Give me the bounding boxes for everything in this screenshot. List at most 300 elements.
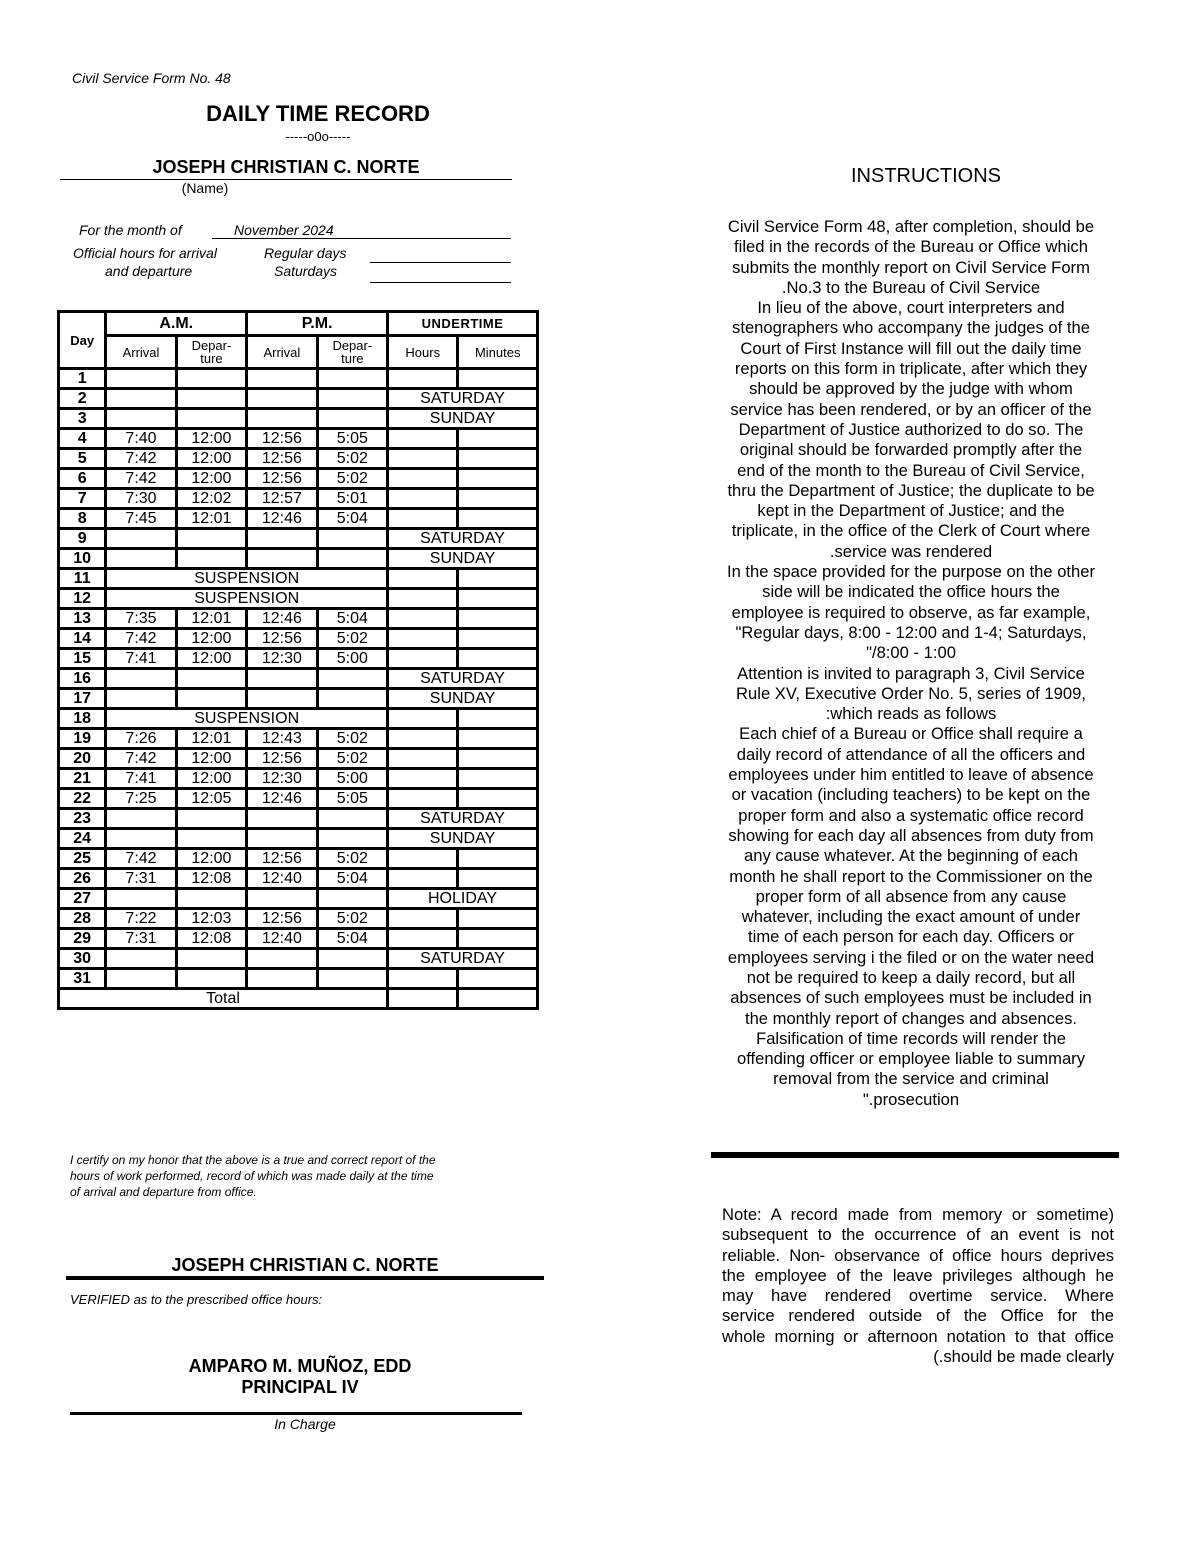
am-arrival-cell [106,829,176,849]
undertime-minutes-cell [458,629,538,649]
instruction-line: Attention is invited to paragraph 3, Civil Service [737,663,1085,683]
day-number: 19 [59,729,106,749]
pm-arrival-cell: 12:56 [247,749,317,769]
pm-departure-cell: 5:02 [317,849,387,869]
am-departure-cell [176,949,246,969]
undertime-hours-cell [388,769,458,789]
pm-header: P.M. [247,312,388,336]
pm-departure-cell [317,829,387,849]
table-row [59,629,538,649]
day-number: 9 [59,529,106,549]
day-number: 10 [59,549,106,569]
am-arrival-header: Arrival [106,336,176,369]
am-departure-cell [176,389,246,409]
day-number: 15 [59,649,106,669]
departure-text: Depar-ture [332,338,373,366]
undertime-minutes-cell [458,749,538,769]
pm-arrival-cell [247,389,317,409]
am-departure-cell [176,669,246,689]
table-row [59,469,538,489]
am-arrival-cell [106,949,176,969]
pm-departure-cell [317,689,387,709]
undertime-hours-cell [388,429,458,449]
pm-arrival-cell [247,889,317,909]
day-number: 3 [59,409,106,429]
pm-departure-cell: 5:01 [317,489,387,509]
am-departure-cell: 12:08 [176,869,246,889]
instruction-line: .No.3 to the Bureau of Civil Service [781,277,1041,297]
pm-arrival-cell: 12:30 [247,649,317,669]
pm-arrival-cell [247,949,317,969]
instruction-line: In lieu of the above, court interpreters and [757,298,1065,318]
pm-arrival-cell [247,669,317,689]
instruction-line: :which reads as follows [825,704,997,724]
pm-departure-cell: 5:00 [317,649,387,669]
suspension-cell: SUSPENSION [106,709,388,729]
table-row [59,789,538,809]
am-arrival-cell: 7:31 [106,929,176,949]
undertime-hours-cell [388,729,458,749]
table-row [59,409,538,429]
undertime-hours-cell [388,489,458,509]
am-departure-cell: 12:00 [176,769,246,789]
am-arrival-cell: 7:42 [106,849,176,869]
daily-time-record-table [57,310,539,1010]
minutes-header: Minutes [458,336,538,369]
table-row [59,509,538,529]
table-row [59,669,538,689]
table-row [59,729,538,749]
pm-departure-cell: 5:05 [317,429,387,449]
month-label: For the month of [79,222,182,238]
instruction-line: "Regular days, 8:00 - 12:00 and 1-4; Saturdays, [735,622,1087,642]
undertime-minutes-cell [458,449,538,469]
instruction-line: .service was rendered [829,541,993,561]
instruction-line: or vacation (including teachers) to be kept on the [731,785,1091,805]
note-line: service rendered outside of the Office for the [722,1306,1114,1326]
note-line: may have rendered overtime service. Where [722,1286,1114,1306]
table-row [59,709,538,729]
instruction-line: whatever, including the exact amount of under [741,907,1081,927]
day-number: 11 [59,569,106,589]
am-departure-cell [176,689,246,709]
title-separator: -----o0o----- [285,129,351,144]
pm-departure-cell: 5:02 [317,469,387,489]
am-arrival-cell: 7:45 [106,509,176,529]
pm-arrival-cell [247,809,317,829]
pm-departure-cell [317,369,387,389]
day-number: 22 [59,789,106,809]
section-divider [711,1152,1119,1158]
instruction-line: proper form and also a systematic office record [738,805,1084,825]
pm-arrival-cell: 12:46 [247,789,317,809]
departure-text: Depar-ture [191,338,232,366]
total-label: Total [59,989,388,1009]
month-value: November 2024 [212,222,511,239]
pm-departure-cell: 5:02 [317,729,387,749]
instruction-line: submits the monthly report on Civil Service Form [732,257,1090,277]
instruction-line: Each chief of a Bureau or Office shall require a [739,724,1083,744]
instruction-line: employees serving i the filed or on the water need [727,947,1095,967]
pm-arrival-cell [247,549,317,569]
day-number: 17 [59,689,106,709]
table-row [59,389,538,409]
pm-departure-cell [317,949,387,969]
am-arrival-cell: 7:42 [106,469,176,489]
am-departure-cell: 12:08 [176,929,246,949]
table-row [59,369,538,389]
table-row [59,749,538,769]
instruction-line: showing for each day all absences from duty from [728,825,1094,845]
day-number: 20 [59,749,106,769]
table-row [59,849,538,869]
am-departure-cell: 12:05 [176,789,246,809]
pm-departure-cell: 5:00 [317,769,387,789]
principal-name: AMPARO M. MUÑOZ, EDD [188,1356,412,1376]
note-text [722,1205,1114,1367]
instruction-line: offending officer or employee liable to summary [736,1049,1086,1069]
in-charge-label: In Charge [274,1416,336,1432]
instruction-line: Department of Justice authorized to do so. The [738,419,1084,439]
undertime-minutes-cell [458,589,538,609]
instruction-line: triplicate, in the office of the Clerk of Court where [731,521,1091,541]
am-arrival-cell [106,369,176,389]
table-row [59,869,538,889]
pm-arrival-cell: 12:56 [247,849,317,869]
table-row [59,949,538,969]
undertime-minutes-cell [458,869,538,889]
pm-departure-cell: 5:04 [317,869,387,889]
pm-departure-cell: 5:04 [317,509,387,529]
am-departure-cell: 12:00 [176,749,246,769]
undertime-minutes-cell [458,849,538,869]
table-row [59,429,538,449]
page-title: DAILY TIME RECORD [206,101,430,126]
am-departure-cell [176,369,246,389]
table-row [59,969,538,989]
table-row [59,689,538,709]
regular-days-line [370,262,511,263]
undertime-note: SATURDAY [388,529,538,549]
am-arrival-cell: 7:42 [106,749,176,769]
day-number: 24 [59,829,106,849]
saturdays-label: Saturdays [274,263,338,279]
am-arrival-cell: 7:41 [106,649,176,669]
table-row [59,769,538,789]
undertime-hours-cell [388,589,458,609]
table-row [59,649,538,669]
am-departure-cell: 12:02 [176,489,246,509]
undertime-hours-cell [388,449,458,469]
pm-arrival-cell: 12:57 [247,489,317,509]
certification-line: I certify on my honor that the above is a true and correct report of the [70,1153,436,1167]
table-row [59,589,538,609]
am-arrival-cell: 7:31 [106,869,176,889]
note-line: Note: A record made from memory or sometime) [722,1205,1114,1224]
pm-departure-cell [317,669,387,689]
am-arrival-cell [106,969,176,989]
pm-arrival-cell: 12:56 [247,429,317,449]
pm-arrival-cell: 12:56 [247,449,317,469]
undertime-header: UNDERTIME [388,312,538,336]
am-departure-cell: 12:00 [176,629,246,649]
instruction-line: Civil Service Form 48, after completion, should be [727,217,1095,236]
table-body [59,369,538,989]
undertime-hours-cell [388,609,458,629]
note-line: (.should be made clearly [933,1347,1114,1367]
am-departure-cell: 12:00 [176,469,246,489]
day-number: 4 [59,429,106,449]
saturdays-line [370,282,511,283]
employee-signature-name: JOSEPH CHRISTIAN C. NORTE [171,1255,439,1275]
am-arrival-cell: 7:30 [106,489,176,509]
table-row [59,449,538,469]
suspension-cell: SUSPENSION [106,569,388,589]
pm-departure-cell [317,549,387,569]
day-number: 18 [59,709,106,729]
day-number: 31 [59,969,106,989]
pm-departure-cell: 5:04 [317,609,387,629]
day-number: 26 [59,869,106,889]
undertime-hours-cell [388,509,458,529]
table-row [59,609,538,629]
pm-departure-cell [317,389,387,409]
table-row [59,529,538,549]
pm-arrival-cell [247,369,317,389]
instruction-line: proper form of all absence from any cause [755,886,1067,906]
undertime-minutes-cell [458,769,538,789]
day-number: 16 [59,669,106,689]
am-arrival-cell [106,889,176,909]
pm-arrival-cell [247,529,317,549]
am-arrival-cell: 7:35 [106,609,176,629]
pm-departure-cell: 5:02 [317,909,387,929]
instruction-line: month he shall report to the Commissioner on the [729,866,1093,886]
day-number: 14 [59,629,106,649]
pm-arrival-cell: 12:30 [247,769,317,789]
pm-arrival-cell [247,829,317,849]
undertime-hours-cell [388,649,458,669]
am-arrival-cell [106,669,176,689]
undertime-hours-cell [388,629,458,649]
instruction-line: time of each person for each day. Officers or [748,927,1074,947]
am-header: A.M. [106,312,247,336]
undertime-minutes-cell [458,969,538,989]
am-arrival-cell: 7:41 [106,769,176,789]
am-departure-cell: 12:00 [176,849,246,869]
instruction-line: side will be indicated the office hours the [762,582,1060,602]
pm-arrival-header: Arrival [247,336,317,369]
am-arrival-cell [106,809,176,829]
table-row [59,889,538,909]
instruction-line: reports on this form in triplicate, after which they [734,359,1088,379]
pm-arrival-cell: 12:40 [247,869,317,889]
am-arrival-cell [106,409,176,429]
am-arrival-cell: 7:42 [106,629,176,649]
note-line: subsequent to the occurrence of an event is not [722,1225,1114,1245]
verified-text: VERIFIED as to the prescribed office hours: [70,1292,323,1307]
note-line: whole morning or afternoon notation to that office [722,1326,1114,1346]
instruction-line: kept in the Department of Justice; and the [757,501,1065,521]
pm-departure-header [317,336,387,369]
am-departure-cell: 12:00 [176,649,246,669]
am-arrival-cell [106,529,176,549]
day-number: 7 [59,489,106,509]
instruction-line: In the space provided for the purpose on the other [726,562,1096,582]
am-departure-header [176,336,246,369]
note-line: the employee of the leave privileges although he [722,1265,1114,1285]
pm-arrival-cell: 12:43 [247,729,317,749]
day-number: 28 [59,909,106,929]
instruction-line: Rule XV, Executive Order No. 5, series of 1909, [736,683,1086,703]
am-arrival-cell: 7:22 [106,909,176,929]
pm-departure-cell: 5:02 [317,749,387,769]
instructions-body [710,217,1112,1110]
pm-arrival-cell [247,969,317,989]
regular-days-label: Regular days [264,245,347,261]
pm-departure-cell: 5:02 [317,449,387,469]
day-number: 25 [59,849,106,869]
day-number: 23 [59,809,106,829]
undertime-note: SUNDAY [388,549,538,569]
day-number: 30 [59,949,106,969]
pm-departure-cell: 5:05 [317,789,387,809]
hours-header: Hours [388,336,458,369]
table-row [59,549,538,569]
am-departure-cell: 12:03 [176,909,246,929]
undertime-hours-cell [388,469,458,489]
pm-departure-cell [317,529,387,549]
pm-departure-cell: 5:04 [317,929,387,949]
instruction-line: "/8:00 - 1:00 [866,643,956,663]
instruction-line: thru the Department of Justice; the duplicate to be [727,480,1095,500]
am-departure-cell [176,409,246,429]
undertime-minutes-cell [458,469,538,489]
principal-title: PRINCIPAL IV [241,1377,359,1397]
undertime-note: SUNDAY [388,689,538,709]
pm-arrival-cell [247,689,317,709]
undertime-hours-cell [388,849,458,869]
total-minutes [458,989,538,1009]
am-departure-cell [176,809,246,829]
undertime-note: SUNDAY [388,409,538,429]
day-number: 2 [59,389,106,409]
am-arrival-cell: 7:25 [106,789,176,809]
undertime-note: SATURDAY [388,389,538,409]
total-hours [388,989,458,1009]
day-number: 6 [59,469,106,489]
am-departure-cell: 12:00 [176,429,246,449]
day-header: Day [59,312,106,369]
undertime-hours-cell [388,709,458,729]
instructions-title: INSTRUCTIONS [851,165,1001,187]
undertime-minutes-cell [458,429,538,449]
am-arrival-cell: 7:40 [106,429,176,449]
undertime-hours-cell [388,929,458,949]
undertime-minutes-cell [458,789,538,809]
undertime-hours-cell [388,369,458,389]
undertime-note: SATURDAY [388,949,538,969]
name-caption: (Name) [181,180,229,196]
undertime-hours-cell [388,969,458,989]
pm-departure-cell [317,889,387,909]
instruction-line: filed in the records of the Bureau or Office which [734,237,1088,257]
certification-line: hours of work performed, record of which was made daily at the time [70,1169,434,1183]
table-row [59,489,538,509]
pm-arrival-cell: 12:46 [247,509,317,529]
undertime-minutes-cell [458,369,538,389]
instruction-line: end of the month to the Bureau of Civil Service, [737,460,1085,480]
undertime-minutes-cell [458,609,538,629]
am-departure-cell [176,549,246,569]
instruction-line: employee is required to observe, as far example, [731,602,1091,622]
pm-arrival-cell: 12:46 [247,609,317,629]
undertime-minutes-cell [458,729,538,749]
instruction-line: employees under him entitled to leave of absence [728,765,1094,785]
undertime-hours-cell [388,909,458,929]
undertime-hours-cell [388,569,458,589]
suspension-cell: SUSPENSION [106,589,388,609]
signature-line [66,1276,544,1280]
instruction-line: Court of First Instance will fill out the daily time [740,338,1082,358]
am-departure-cell [176,829,246,849]
instruction-line: the monthly report of changes and absences. [744,1008,1078,1028]
table-row [59,929,538,949]
day-number: 21 [59,769,106,789]
am-arrival-cell [106,389,176,409]
am-departure-cell [176,529,246,549]
am-departure-cell: 12:01 [176,509,246,529]
instruction-line: stenographers who accompany the judges of the [732,318,1090,338]
instruction-line: service has been rendered, or by an officer of the [730,399,1092,419]
day-number: 1 [59,369,106,389]
form-number: Civil Service Form No. 48 [72,70,231,86]
pm-departure-cell [317,969,387,989]
instruction-line: Falsification of time records will render the [756,1028,1066,1048]
pm-departure-cell: 5:02 [317,629,387,649]
undertime-minutes-cell [458,649,538,669]
undertime-note: HOLIDAY [388,889,538,909]
day-number: 12 [59,589,106,609]
instruction-line: ".prosecution [862,1089,960,1109]
am-departure-cell: 12:00 [176,449,246,469]
am-departure-cell [176,889,246,909]
pm-arrival-cell: 12:40 [247,929,317,949]
day-number: 13 [59,609,106,629]
in-charge-line [70,1412,522,1415]
pm-arrival-cell: 12:56 [247,629,317,649]
day-number: 5 [59,449,106,469]
instruction-line: not be required to keep a daily record, but all [746,967,1076,987]
certification-text [70,1152,510,1200]
undertime-minutes-cell [458,909,538,929]
table-row [59,809,538,829]
employee-name: JOSEPH CHRISTIAN C. NORTE [60,157,512,180]
day-number: 27 [59,889,106,909]
undertime-minutes-cell [458,929,538,949]
pm-arrival-cell [247,409,317,429]
undertime-minutes-cell [458,489,538,509]
instruction-line: original should be forwarded promptly after the [739,440,1083,460]
pm-departure-cell [317,809,387,829]
am-arrival-cell: 7:42 [106,449,176,469]
undertime-minutes-cell [458,509,538,529]
instruction-line: should be approved by the judge with whom [749,379,1073,399]
day-number: 8 [59,509,106,529]
am-arrival-cell: 7:26 [106,729,176,749]
pm-departure-cell [317,409,387,429]
instruction-line: absences of such employees must be included in [730,988,1092,1008]
